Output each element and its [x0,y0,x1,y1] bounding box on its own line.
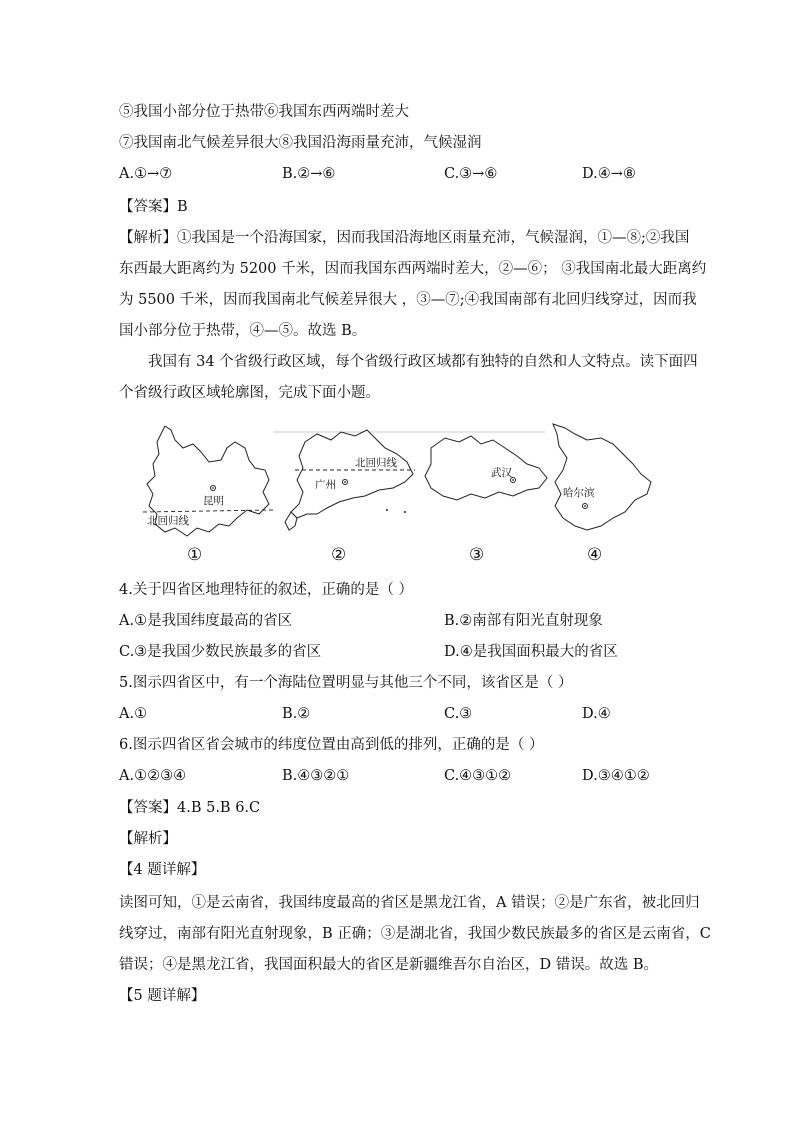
q6-option-d: D.③④①② [582,768,650,784]
q4-option-c: C.③是我国少数民族最多的省区 [119,644,322,660]
q6-option-a: A.①②③④ [119,768,187,784]
map-number-4: ④ [587,545,603,565]
analysis-line: 【解析】①我国是一个沿海国家，因而我国沿海地区雨量充沛，气候湿润，①—⑧;②我国 [119,230,690,246]
analysis-line: 国小部分位于热带，④—⑤。故选 B。 [119,323,367,339]
q6-option-c: C.④③①② [444,768,512,784]
heilongjiang-outline [553,424,651,530]
map-number-3: ③ [469,545,485,565]
option-a: A.①→⑦ [119,166,173,182]
detail-heading-4: 【4 题详解】 [119,862,206,878]
intro-line: 个省级行政区域轮廓图，完成下面小题。 [119,385,380,401]
guangdong-outline [291,430,413,518]
province-outline-maps [135,418,655,568]
q6-option-b: B.④③②① [282,768,350,784]
analysis-line: 为 5500 千米，因而我国南北气候差异很大 ，③—⑦;④我国南部有北回归线穿过，因而我 [119,292,697,308]
q4-option-a: A.①是我国纬度最高的省区 [119,613,293,629]
option-c: C.③→⑥ [444,166,498,182]
map-label-wuhan: 武汉 [491,467,512,479]
q5-option-c: C.③ [444,706,473,722]
q4-option-d: D.④是我国面积最大的省区 [444,644,618,660]
map-label-tropic-1: 北回归线 [147,515,189,527]
answer-line-2: 【答案】4.B 5.B 6.C [119,800,261,816]
detail-heading-5: 【5 题详解】 [119,988,206,1004]
map-label-kunming: 昆明 [203,495,224,507]
detail-line: 线穿过，南部有阳光直射现象，B 正确；③是湖北省，我国少数民族最多的省区是云南省，C [119,926,711,942]
intro-line: 我国有 34 个省级行政区域，每个省级行政区域都有独特的自然和人文特点。读下面四 [148,354,698,370]
text-line: ⑤我国小部分位于热带⑥我国东西两端时差大 [119,104,409,120]
option-d: D.④→⑧ [582,166,636,182]
question-6: 6.图示四省区省会城市的纬度位置由高到低的排列，正确的是（ ） [119,737,544,753]
map-label-harbin: 哈尔滨 [563,487,595,499]
q5-option-d: D.④ [582,706,611,722]
detail-line: 读图可知，①是云南省，我国纬度最高的省区是黑龙江省，A 错误；②是广东省，被北回归 [119,895,700,911]
detail-line: 错误；④是黑龙江省，我国面积最大的省区是新疆维吾尔自治区，D 错误。故选 B。 [119,957,658,973]
map-label-guangzhou: 广州 [315,479,336,491]
analysis-heading: 【解析】 [119,831,177,847]
question-5: 5.图示四省区中，有一个海陆位置明显与其他三个不同，该省区是（ ） [119,675,573,691]
q5-option-a: A.① [119,706,148,722]
map-label-tropic-2: 北回归线 [355,457,397,469]
answer-line: 【答案】B [119,199,188,215]
q4-option-b: B.②南部有阳光直射现象 [444,613,603,629]
map-number-2: ② [331,545,347,565]
q5-option-b: B.② [282,706,311,722]
question-4: 4.关于四省区地理特征的叙述，正确的是（ ） [119,582,413,598]
text-line: ⑦我国南北气候差异很大⑧我国沿海雨量充沛，气候湿润 [119,135,482,151]
option-b: B.②→⑥ [282,166,336,182]
map-number-1: ① [187,545,203,565]
analysis-line: 东西最大距离约为 5200 千米，因而我国东西两端时差大，②—⑥； ③我国南北最大距离约 [119,261,707,277]
hubei-outline [425,436,547,500]
